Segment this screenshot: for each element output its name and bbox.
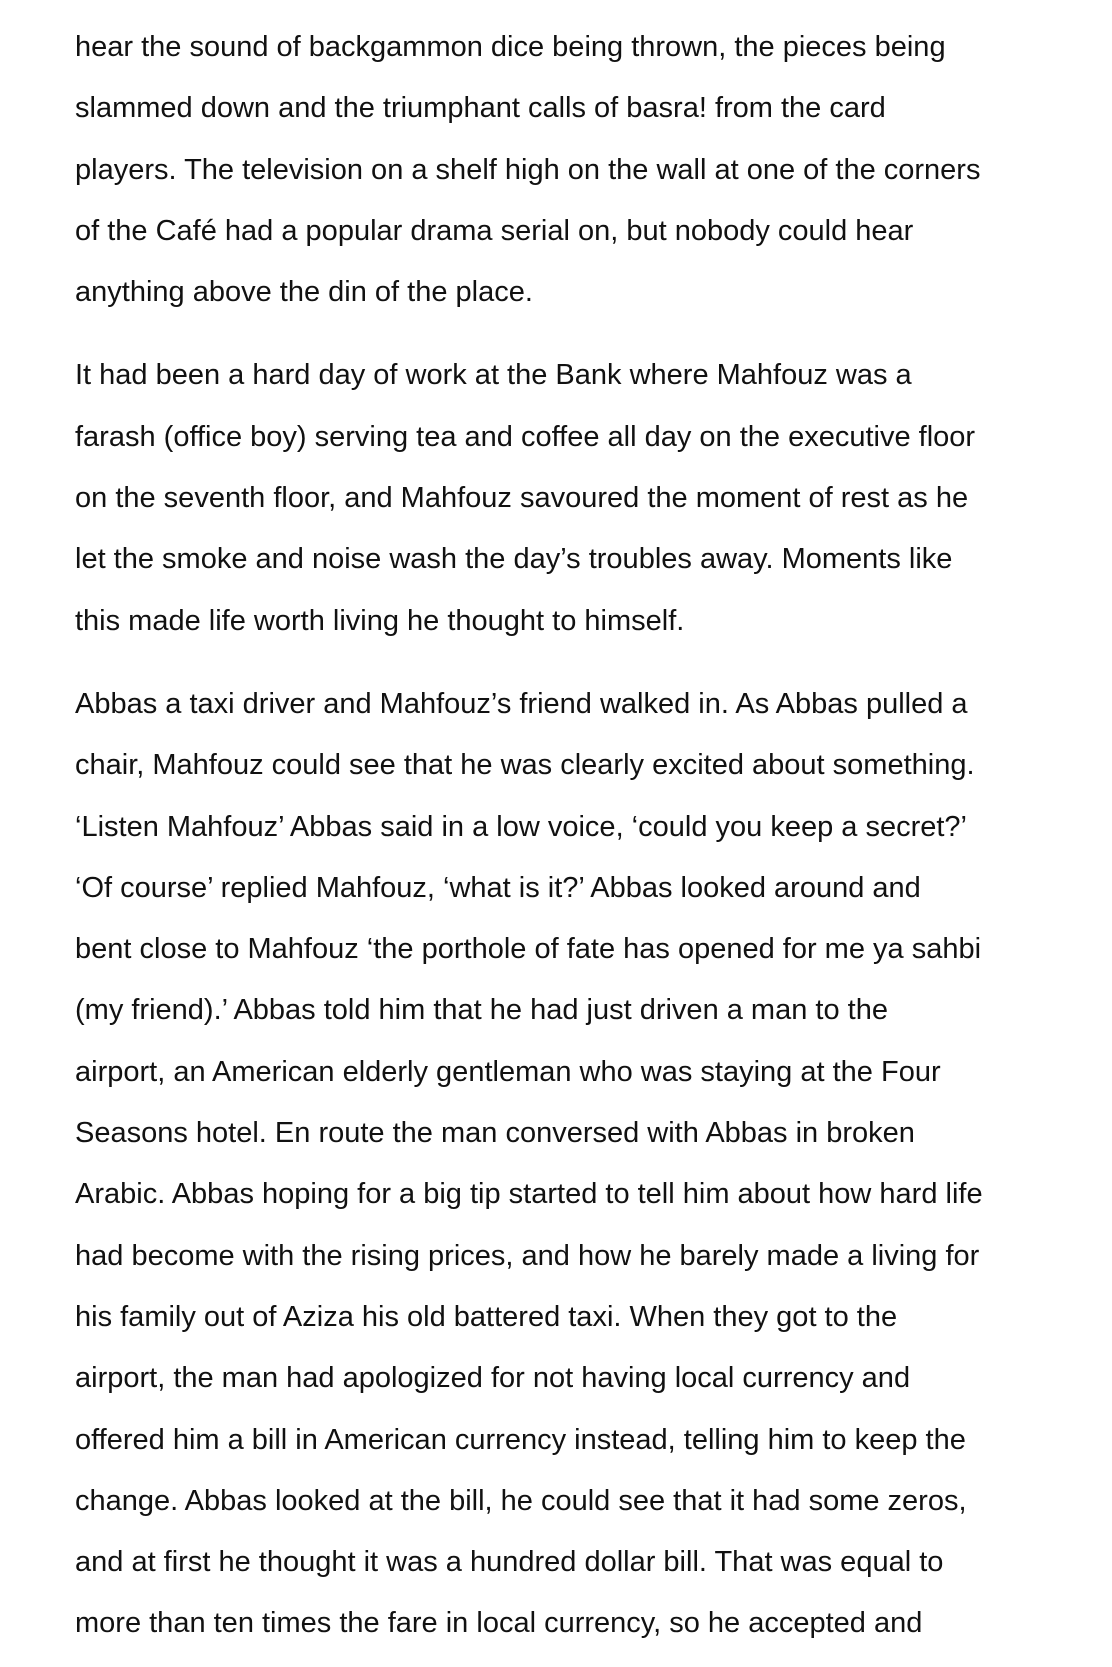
text-line: bent close to Mahfouz ‘the porthole of fate has opened for me ya sahbi xyxy=(75,933,982,966)
text-line: his family out of Aziza his old battered taxi. When they got to the xyxy=(75,1300,898,1333)
text-line: let the smoke and noise wash the day’s troubles away. Moments like xyxy=(75,543,953,576)
paragraph-1 xyxy=(75,17,1065,323)
text-line: slammed down and the triumphant calls of basra! from the card xyxy=(75,92,886,125)
text-line: players. The television on a shelf high on the wall at one of the corners xyxy=(75,153,981,186)
document-page xyxy=(75,17,1065,1655)
text-line: Abbas a taxi driver and Mahfouz’s friend walked in. As Abbas pulled a xyxy=(75,687,968,720)
text-line: change. Abbas looked at the bill, he could see that it had some zeros, xyxy=(75,1484,967,1517)
text-line: and at first he thought it was a hundred dollar bill. That was equal to xyxy=(75,1546,944,1579)
text-line: had become with the rising prices, and how he barely made a living for xyxy=(75,1239,980,1272)
text-line: airport, an American elderly gentleman who was staying at the Four xyxy=(75,1055,941,1088)
paragraph-spacer xyxy=(75,652,1065,674)
text-line: ‘Listen Mahfouz’ Abbas said in a low voice, ‘could you keep a secret?’ xyxy=(75,810,967,843)
text-line: anything above the din of the place. xyxy=(75,276,533,309)
text-line: hear the sound of backgammon dice being thrown, the pieces being xyxy=(75,31,946,63)
text-line: this made life worth living he thought to himself. xyxy=(75,604,685,637)
text-line: on the seventh floor, and Mahfouz savoured the moment of rest as he xyxy=(75,482,969,515)
text-line: Seasons hotel. En route the man conversed with Abbas in broken xyxy=(75,1117,915,1150)
paragraph-3 xyxy=(75,674,1065,1655)
paragraph-2 xyxy=(75,345,1065,651)
text-line: more than ten times the fare in local currency, so he accepted and xyxy=(75,1607,923,1640)
text-line: chair, Mahfouz could see that he was clearly excited about something. xyxy=(75,749,975,782)
text-line: farash (office boy) serving tea and coffee all day on the executive floor xyxy=(75,420,976,453)
text-line: offered him a bill in American currency instead, telling him to keep the xyxy=(75,1423,966,1456)
text-line: ‘Of course’ replied Mahfouz, ‘what is it?’ Abbas looked around and xyxy=(75,871,921,904)
text-line: airport, the man had apologized for not having local currency and xyxy=(75,1362,911,1395)
text-line: It had been a hard day of work at the Bank where Mahfouz was a xyxy=(75,359,912,392)
text-line: of the Café had a popular drama serial on, but nobody could hear xyxy=(75,214,914,247)
text-line: Arabic. Abbas hoping for a big tip started to tell him about how hard life xyxy=(75,1178,983,1211)
paragraph-spacer xyxy=(75,323,1065,345)
text-line: (my friend).’ Abbas told him that he had just driven a man to the xyxy=(75,994,888,1027)
